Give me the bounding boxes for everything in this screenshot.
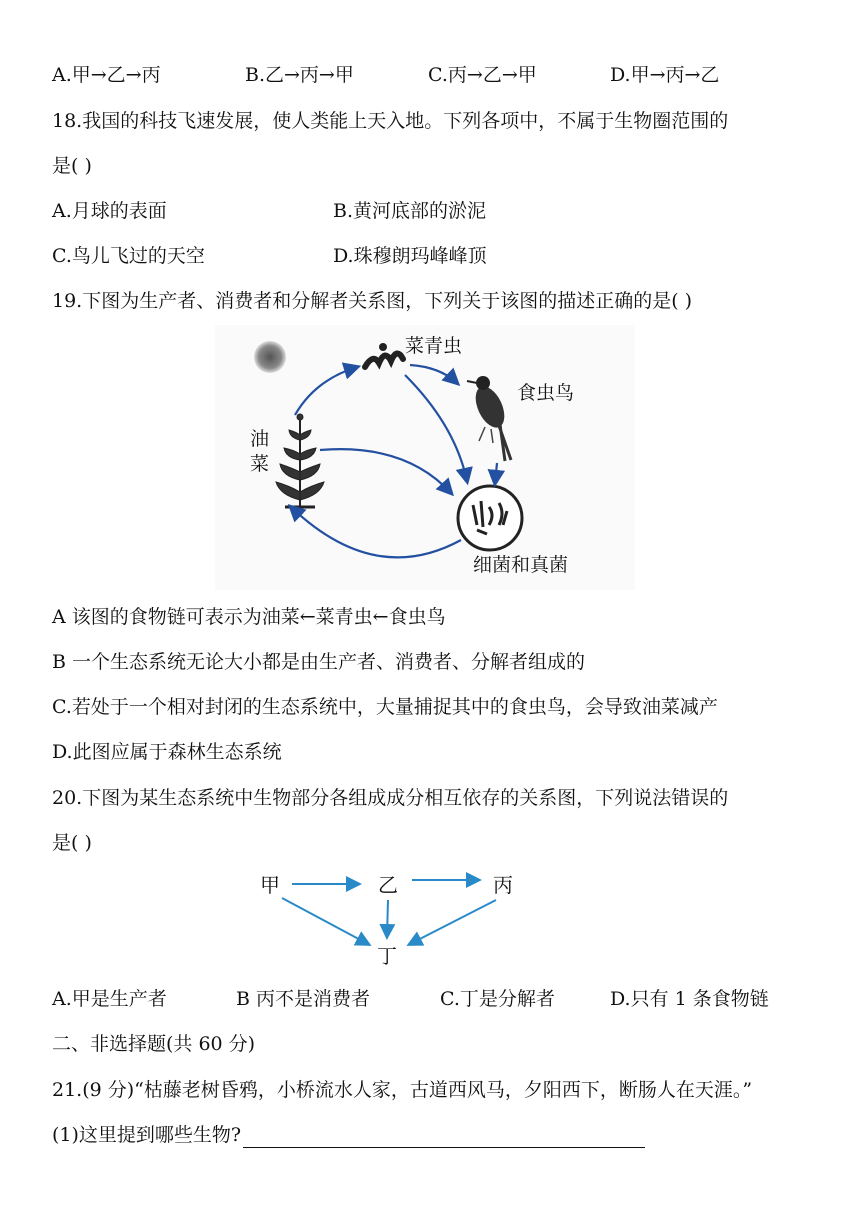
q20-relation-figure <box>250 866 530 976</box>
label-bird: 食虫鸟 <box>517 382 575 404</box>
q18-stem-line2: 是( ) <box>52 155 92 177</box>
q19-option-d: D.此图应属于森林生态系统 <box>52 741 282 763</box>
sun-icon <box>254 341 286 373</box>
q19-ecosystem-figure <box>215 325 635 590</box>
q18-option-a: A.月球的表面 <box>52 200 167 222</box>
q20-option-d: D.只有 1 条食物链 <box>610 988 769 1010</box>
label-caterpillar: 菜青虫 <box>405 335 463 357</box>
node-ding: 丁 <box>377 944 397 968</box>
q21-sub1-text: (1)这里提到哪些生物? <box>52 1124 242 1146</box>
q20-stem-line1: 20.下图为某生态系统中生物部分各组成成分相互依存的关系图，下列说法错误的 <box>52 787 729 809</box>
q18-stem-line1: 18.我国的科技飞速发展，使人类能上天入地。下列各项中，不属于生物圈范围的 <box>52 110 729 132</box>
q19-option-b: B 一个生态系统无论大小都是由生产者、消费者、分解者组成的 <box>52 651 586 673</box>
section2-title: 二、非选择题(共 60 分) <box>52 1033 256 1055</box>
q18-option-d: D.珠穆朗玛峰峰顶 <box>333 245 487 267</box>
q20-stem-line2: 是( ) <box>52 832 92 854</box>
q21-answer-blank[interactable] <box>243 1127 645 1148</box>
q20-option-b: B 丙不是消费者 <box>236 988 371 1010</box>
label-rape-1: 油 <box>250 428 270 450</box>
q17-option-a: A.甲→乙→丙 <box>52 64 161 86</box>
q21-sub1 <box>52 1122 645 1148</box>
q17-option-d: D.甲→丙→乙 <box>610 64 720 86</box>
bacteria-fungi-icon <box>458 486 522 550</box>
q19-option-c: C.若处于一个相对封闭的生态系统中，大量捕捉其中的食虫鸟，会导致油菜减产 <box>52 696 718 718</box>
q21-stem: 21.(9 分)“枯藤老树昏鸦，小桥流水人家，古道西风马，夕阳西下，断肠人在天涯。” <box>52 1079 753 1101</box>
arrow-bing-to-ding <box>410 900 496 944</box>
q20-option-c: C.丁是分解者 <box>440 988 555 1010</box>
q20-option-a: A.甲是生产者 <box>52 988 167 1010</box>
node-bing: 丙 <box>493 873 513 897</box>
q19-option-a: A 该图的食物链可表示为油菜←菜青虫←食虫鸟 <box>52 606 446 628</box>
node-jia: 甲 <box>260 873 280 897</box>
arrow-jia-to-ding <box>282 898 368 944</box>
arrow-yi-to-ding <box>387 900 388 936</box>
label-rape-2: 菜 <box>250 453 270 475</box>
q18-option-c: C.鸟儿飞过的天空 <box>52 245 205 267</box>
q17-option-b: B.乙→丙→甲 <box>245 64 354 86</box>
q17-option-c: C.丙→乙→甲 <box>428 64 537 86</box>
q19-stem: 19.下图为生产者、消费者和分解者关系图，下列关于该图的描述正确的是( ) <box>52 290 693 312</box>
label-decomposer: 细菌和真菌 <box>473 554 569 576</box>
q18-option-b: B.黄河底部的淤泥 <box>333 200 487 222</box>
node-yi: 乙 <box>378 873 398 897</box>
